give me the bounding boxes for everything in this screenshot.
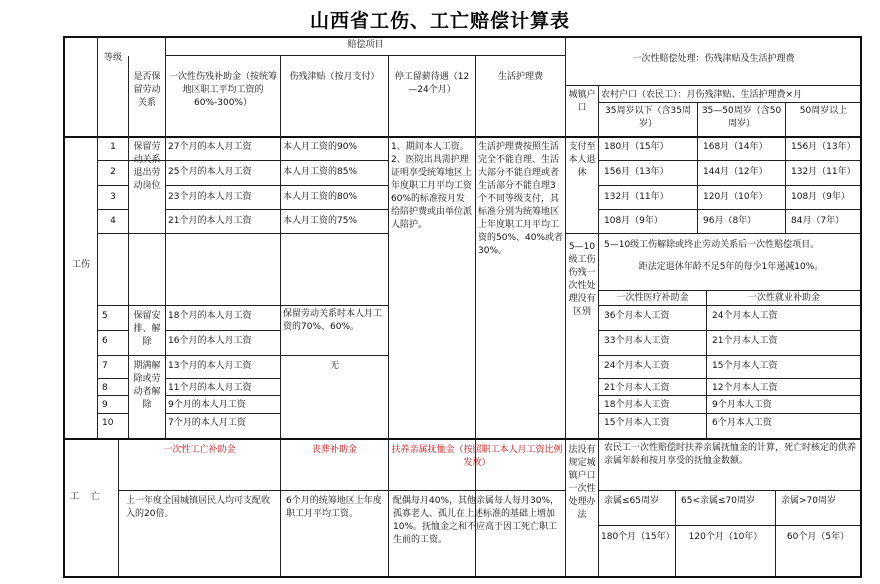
level-10: 10 (102, 418, 114, 428)
gongwang-v1: 上一年度全国城镇居民人均可支配收入的20倍。 (126, 496, 271, 519)
employment-7: 15个月本人工资 (712, 361, 778, 371)
header-cheng-zhen: 城镇户口 (568, 90, 596, 113)
level-5: 5 (102, 311, 108, 321)
ting-gong-text: 1、期间本人工资。2、医院出具需护理证明享受统筹地区上年度职工月平均工资60%的标准按月发给陪护费或由单位派人陪护。 (391, 142, 473, 230)
rural-4-a: 108月（9年） (604, 216, 663, 226)
gongshang-label: 工伤 (71, 260, 90, 270)
lump-3: 23个月的本人月工资 (168, 192, 252, 202)
cz-support: 支付至本人退休 (568, 142, 596, 178)
level-6: 6 (102, 336, 108, 346)
medical-5: 36个月本人工资 (604, 311, 670, 321)
val-a: 180个月（15年） (601, 532, 675, 542)
medical-9: 18个月本人工资 (604, 400, 670, 410)
header-deng-ji: 等级 (103, 53, 122, 63)
age-a: 亲属≤65周岁 (604, 496, 659, 506)
medical-6: 33个月本人工资 (604, 336, 670, 346)
medical-10: 15个月本人工资 (604, 418, 670, 428)
keep-relation-5-6: 保留安排、解除 (133, 311, 161, 347)
rural-1-b: 168月（14年） (703, 142, 768, 152)
allowance-4: 本人月工资的75% (283, 216, 358, 226)
level-9: 9 (102, 400, 108, 410)
header-sheng-huo: 生活护理费 (497, 72, 543, 82)
medical-8: 21个月本人工资 (604, 383, 670, 393)
rural-1-a: 180月（15年） (604, 142, 669, 152)
val-b: 120个月（10年） (688, 532, 763, 542)
gongwang-h4: 法没有规定城镇户口一次性处理办法 (568, 445, 596, 520)
header-age-2: 35—50周岁（含50周岁） (701, 106, 782, 129)
level-1: 1 (110, 142, 116, 152)
header-yi-ci-xing: 一次性伤残补助金（按统筹地区职工平均工资的60%-300%） (168, 72, 277, 108)
lump-10: 7个月的本人月工资 (168, 418, 246, 428)
allowance-5-6: 保留劳动关系时本人月工资的70%、60%。 (283, 309, 383, 332)
age-b: 65<亲属≤70周岁 (681, 496, 755, 506)
rural-2-c: 132月（11年） (791, 167, 856, 177)
lump-8: 11个月的本人月工资 (168, 383, 252, 393)
age-c: 亲属>70周岁 (781, 496, 836, 506)
employment-9: 9个月本人工资 (712, 400, 772, 410)
grade-5-10: 5—10级工伤伤残一次性处理没有区别 (568, 242, 596, 317)
header-age-1: 35周岁以下（含35周岁） (605, 106, 691, 129)
rural-2-a: 156月（13年） (604, 167, 669, 177)
rural-3-c: 108月（9年） (791, 192, 850, 202)
keep-relation-1-4: 保留劳动关系退出劳动岗位 (133, 142, 161, 191)
allowance-1: 本人月工资的90% (283, 142, 358, 152)
employment-5: 24个月本人工资 (712, 311, 778, 321)
val-c: 60个月（5年） (786, 532, 850, 542)
header-ting-gong: 停工留薪待遇（12—24个月） (394, 72, 470, 95)
note-5-10: 5—10级工伤解除或终止劳动关系后一次性赔偿项目。 (604, 240, 820, 250)
lump-7: 13个月的本人月工资 (168, 361, 252, 371)
expire-release: 期满解除或劳动者解除 (133, 361, 161, 410)
gongwang-v2: 6个月的统筹地区上年度职工月平均工资。 (286, 496, 382, 519)
level-8: 8 (102, 383, 108, 393)
lump-9: 9个月的本人月工资 (168, 400, 246, 410)
header-nong-cun: 农村户口（农民工）：月伤残津贴、生活护理费×月 (601, 90, 803, 100)
level-4: 4 (110, 216, 116, 226)
medical-header: 一次性医疗补助金 (616, 293, 689, 303)
lump-2: 25个月的本人月工资 (168, 167, 252, 177)
header-shang-can: 伤残津贴（按月支付） (289, 72, 380, 82)
lump-5: 18个月的本人月工资 (168, 311, 252, 321)
gongwang-h5: 农民工一次性赔偿时扶养亲属抚恤金的计算，死亡时核定的供养亲属年龄和按月享受的抚恤金数额。 (604, 443, 857, 466)
lump-6: 16个月的本人月工资 (168, 336, 252, 346)
allowance-3: 本人月工资的80% (283, 192, 358, 202)
gongwang-h3: 扶养亲属抚恤金（按照职工本人月工资比例发放） (391, 445, 563, 468)
allowance-2: 本人月工资的85% (283, 167, 358, 177)
sheng-huo-text: 生活护理费按照生活完全不能自理、生活大部分不能自理或者生活部分不能自理3个不同等级支付，其标准分别为统筹地区上年度职工月平均工资的50%、40%或者30%。 (478, 142, 564, 256)
gongwang-label: 工亡 (69, 492, 112, 502)
employment-8: 12个月本人工资 (712, 383, 778, 393)
medical-7: 24个月本人工资 (604, 361, 670, 371)
gongwang-v3: 配偶每月40%，其他亲属每人每月30%，孤寡老人、孤儿在上述标准的基础上增加10%。抚恤金之和不应高于因工死亡职工生前的工资。 (393, 496, 560, 545)
gongwang-h1: 一次性工亡补助金 (163, 445, 236, 455)
header-age-3: 50周岁以上 (799, 106, 848, 116)
rural-2-b: 144月（12年） (703, 167, 768, 177)
allowance-none: 无 (329, 361, 339, 371)
header-bao-liu: 是否保留劳动关系 (133, 72, 161, 108)
lump-1: 27个月的本人月工资 (168, 142, 252, 152)
header-yi-ci-pei-chang: 一次性赔偿处理：伤残津贴及生活护理费 (632, 54, 795, 64)
note-retire: 距法定退休年龄不足5年的每少1年递减10%。 (638, 262, 824, 272)
employment-10: 6个月本人工资 (712, 418, 772, 428)
rural-4-c: 84月（7年） (791, 216, 845, 226)
level-3: 3 (110, 192, 116, 202)
employment-6: 21个月本人工资 (712, 336, 778, 346)
header-pei-chang: 赔偿项目 (347, 40, 384, 50)
employment-header: 一次性就业补助金 (747, 293, 820, 303)
rural-3-a: 132月（11年） (604, 192, 669, 202)
lump-4: 21个月的本人月工资 (168, 216, 252, 226)
page-title: 山西省工伤、工亡赔偿计算表 (309, 10, 570, 32)
gongwang-h2: 丧葬补助金 (311, 445, 357, 455)
rural-1-c: 156月（13年） (791, 142, 856, 152)
level-7: 7 (102, 361, 108, 371)
level-2: 2 (110, 167, 116, 177)
rural-4-b: 96月（8年） (703, 216, 757, 226)
rural-3-b: 120月（10年） (703, 192, 768, 202)
